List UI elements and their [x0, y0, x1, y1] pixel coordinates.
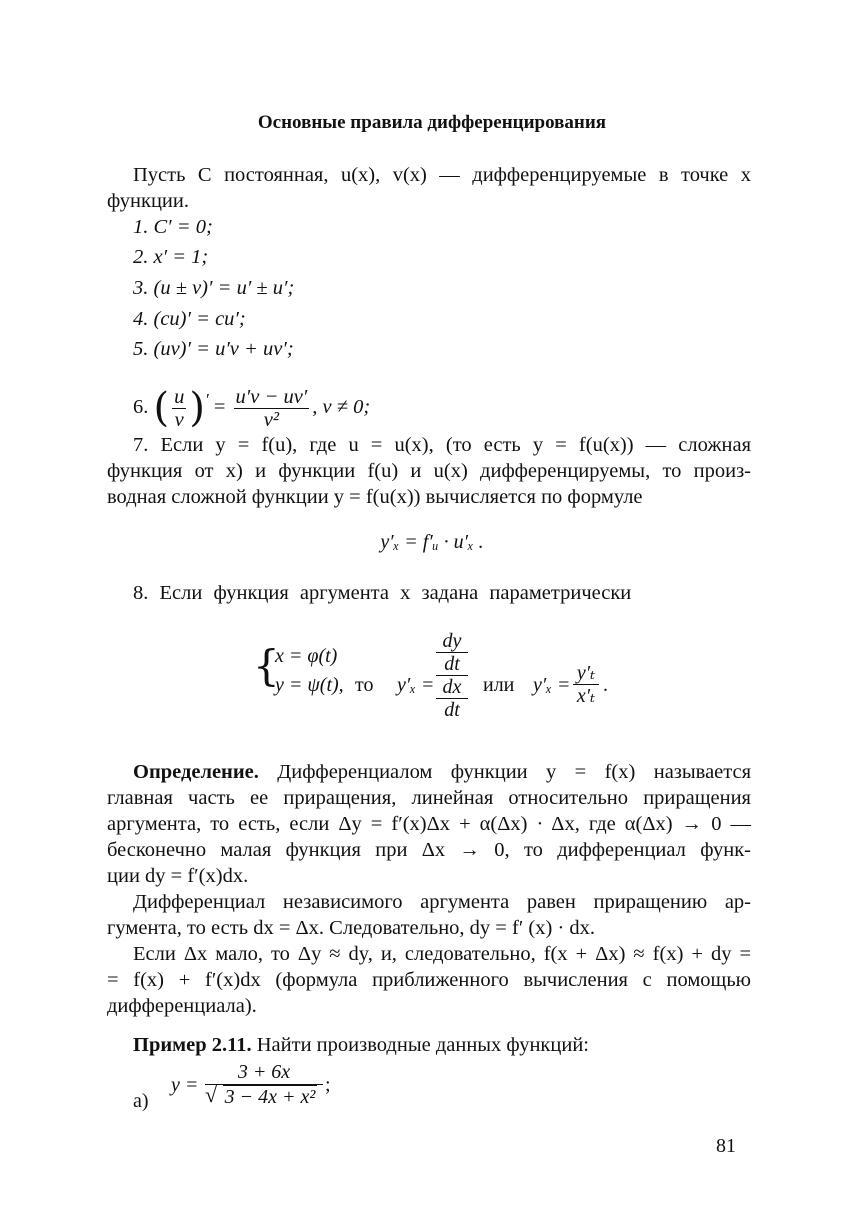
parametric-fraction — [573, 662, 599, 707]
rule-3: 3. (u ± v)′ = u′ ± u′; — [133, 277, 295, 299]
fraction-dy: dy — [442, 630, 462, 652]
example-a-numerator: 3 + 6x — [205, 1060, 323, 1085]
para2-line-2: гумента, то есть dx = Δx. Следовательно, dy = f′ (x) · dx. — [107, 917, 596, 939]
rule-6-lhs-denominator: v — [174, 408, 184, 431]
intro-line-2: функции. — [107, 190, 189, 212]
example-line — [133, 1033, 751, 1057]
para3-line-3: дифференциала). — [107, 995, 257, 1017]
rule-1: 1. C′ = 0; — [133, 216, 213, 238]
fraction-dx: dx — [436, 675, 468, 698]
fraction-yt: y′ₜ — [573, 662, 599, 685]
rule-6 — [133, 370, 751, 430]
para2-line-1: Дифференциал независимого аргумента равен приращению ар- — [133, 891, 751, 913]
page-number: 81 — [716, 1135, 736, 1157]
rule-6-number: 6. — [133, 395, 149, 418]
sqrt-radicand: 3 − 4x + x² — [224, 1086, 316, 1108]
system-eq-2: y = ψ(t), — [275, 674, 344, 696]
example-a-label: а) — [133, 1090, 149, 1112]
fraction-dt-top: dt — [436, 652, 468, 675]
rule-2: 2. x′ = 1; — [133, 246, 209, 268]
formula-period: . — [603, 674, 608, 696]
system-brace: { — [253, 641, 280, 690]
example-a-lhs: y = — [171, 1074, 199, 1096]
equals-sign: = — [213, 395, 226, 418]
definition-line-2: главная часть ее приращения, линейная относительно приращения — [107, 787, 751, 809]
derivative-lhs-1: y′ₓ = — [397, 674, 435, 696]
intro-line-1: Пусть C постоянная, u(x), v(x) — дифференцируемые в точке x — [133, 164, 751, 186]
definition-line-1 — [133, 760, 751, 784]
chain-rule-formula: y′ₓ = f′ᵤ · u′ₓ . — [380, 531, 484, 553]
rule-6-lhs-fraction — [172, 386, 186, 431]
rule-6-lhs-numerator: u — [174, 385, 185, 408]
left-paren: ( — [153, 385, 170, 432]
rule-7-line-1: 7. Если y = f(u), где u = u(x), (то есть y = f(u(x)) — сложная — [133, 434, 751, 456]
definition-line-5: ции dy = f′(x)dx. — [107, 865, 249, 887]
rule-4: 4. (cu)′ = cu′; — [133, 308, 246, 330]
word-or: или — [483, 674, 515, 696]
para3-line-2: = f(x) + f′(x)dx (формула приближенного вычисления с помощью — [107, 969, 751, 991]
rule-6-prime: ′ — [204, 390, 209, 409]
word-to: то — [355, 674, 374, 696]
rule-5: 5. (uv)′ = u′v + uv′; — [133, 338, 294, 360]
example-text: Найти производные данных функций: — [256, 1034, 589, 1056]
sqrt-symbol: √ — [205, 1082, 218, 1107]
para3-line-1: Если Δx мало, то Δy ≈ dy, и, следовательно, f(x + Δx) ≈ f(x) + dy = — [133, 943, 751, 965]
fraction-xt: x′ₜ — [576, 685, 596, 707]
rule-6-rhs-numerator: u′v − uv′ — [235, 385, 308, 408]
rule-6-rhs-fraction — [234, 386, 310, 431]
definition-label: Определение. — [133, 761, 259, 783]
example-a-denominator — [205, 1082, 323, 1109]
definition-line-3: аргумента, то есть, если Δy = f′(x)Δx + α(Δx) · Δx, где α(Δx) → 0 — — [107, 813, 751, 835]
nested-fraction — [436, 630, 468, 721]
rule-6-condition: , v ≠ 0; — [312, 395, 371, 418]
example-label: Пример 2.11. — [133, 1034, 252, 1056]
example-a-fraction — [205, 1060, 323, 1109]
system-eq-1: x = φ(t) — [275, 645, 338, 667]
example-a-end: ; — [325, 1074, 331, 1096]
definition-text-1: Дифференциалом функции y = f(x) называется — [277, 761, 752, 783]
fraction-dt-bottom: dt — [436, 698, 468, 721]
right-paren: ) — [189, 385, 205, 432]
derivative-lhs-2: y′ₓ = — [533, 674, 571, 696]
parametric-block — [253, 630, 613, 740]
rule-8-line-1: 8. Если функция аргумента x задана параметрически — [133, 582, 632, 604]
rule-7-line-2: функция от x) и функции f(u) и u(x) дифференцируемы, то произ- — [107, 460, 751, 482]
rule-7-line-3: водная сложной функции y = f(u(x)) вычисляется по формуле — [107, 486, 643, 508]
rule-6-rhs-denominator: v² — [263, 408, 280, 431]
definition-line-4: бесконечно малая функция при Δx → 0, то дифференциал функ- — [107, 839, 751, 861]
section-heading: Основные правила дифференцирования — [257, 112, 607, 133]
